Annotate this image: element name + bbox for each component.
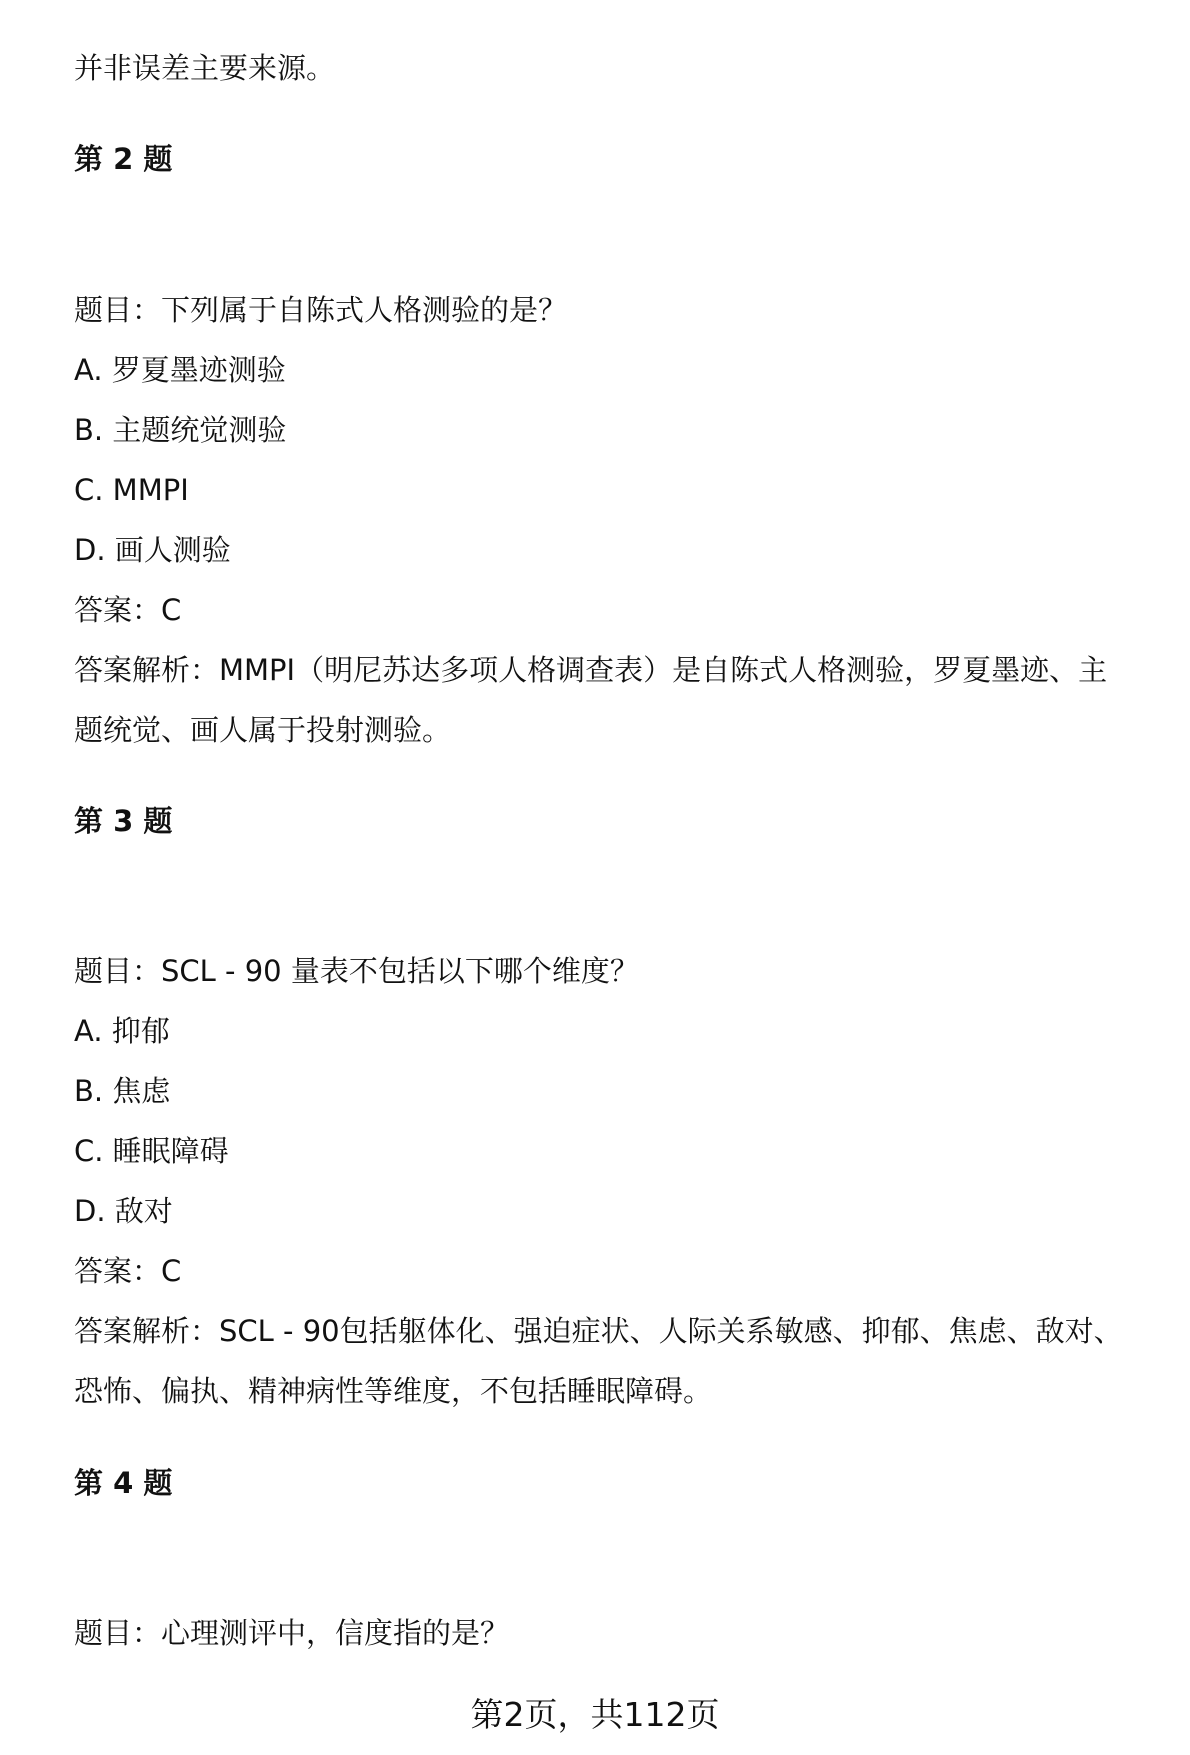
explanation-line: 答案解析：MMPI（明尼苏达多项人格调查表）是自陈式人格测验，罗夏墨迹、主: [74, 653, 1108, 687]
option-b: B. 主题统觉测验: [74, 413, 287, 447]
explanation-line: 恐怖、偏执、精神病性等维度，不包括睡眠障碍。: [74, 1374, 713, 1408]
question-heading: 第 3 题: [74, 804, 173, 838]
option-a: A. 抑郁: [74, 1014, 170, 1048]
answer-text: 答案：C: [74, 593, 182, 627]
option-c: C. 睡眠障碍: [74, 1134, 229, 1168]
answer-text: 答案：C: [74, 1254, 182, 1288]
question-heading: 第 4 题: [74, 1466, 173, 1500]
option-b: B. 焦虑: [74, 1074, 171, 1108]
question-text: 题目：SCL - 90 量表不包括以下哪个维度？: [74, 954, 639, 988]
option-d: D. 画人测验: [74, 533, 231, 567]
explanation-line: 题统觉、画人属于投射测验。: [74, 713, 452, 747]
page-number-footer: 第2页，共112页: [470, 1695, 720, 1734]
continuation-text: 并非误差主要来源。: [74, 51, 336, 85]
question-text: 题目：心理测评中，信度指的是？: [74, 1616, 510, 1650]
explanation-line: 答案解析：SCL - 90包括躯体化、强迫症状、人际关系敏感、抑郁、焦虑、敌对、: [74, 1314, 1123, 1348]
question-text: 题目：下列属于自陈式人格测验的是？: [74, 293, 568, 327]
option-a: A. 罗夏墨迹测验: [74, 353, 286, 387]
question-heading: 第 2 题: [74, 142, 173, 176]
option-d: D. 敌对: [74, 1194, 173, 1228]
option-c: C. MMPI: [74, 473, 189, 507]
